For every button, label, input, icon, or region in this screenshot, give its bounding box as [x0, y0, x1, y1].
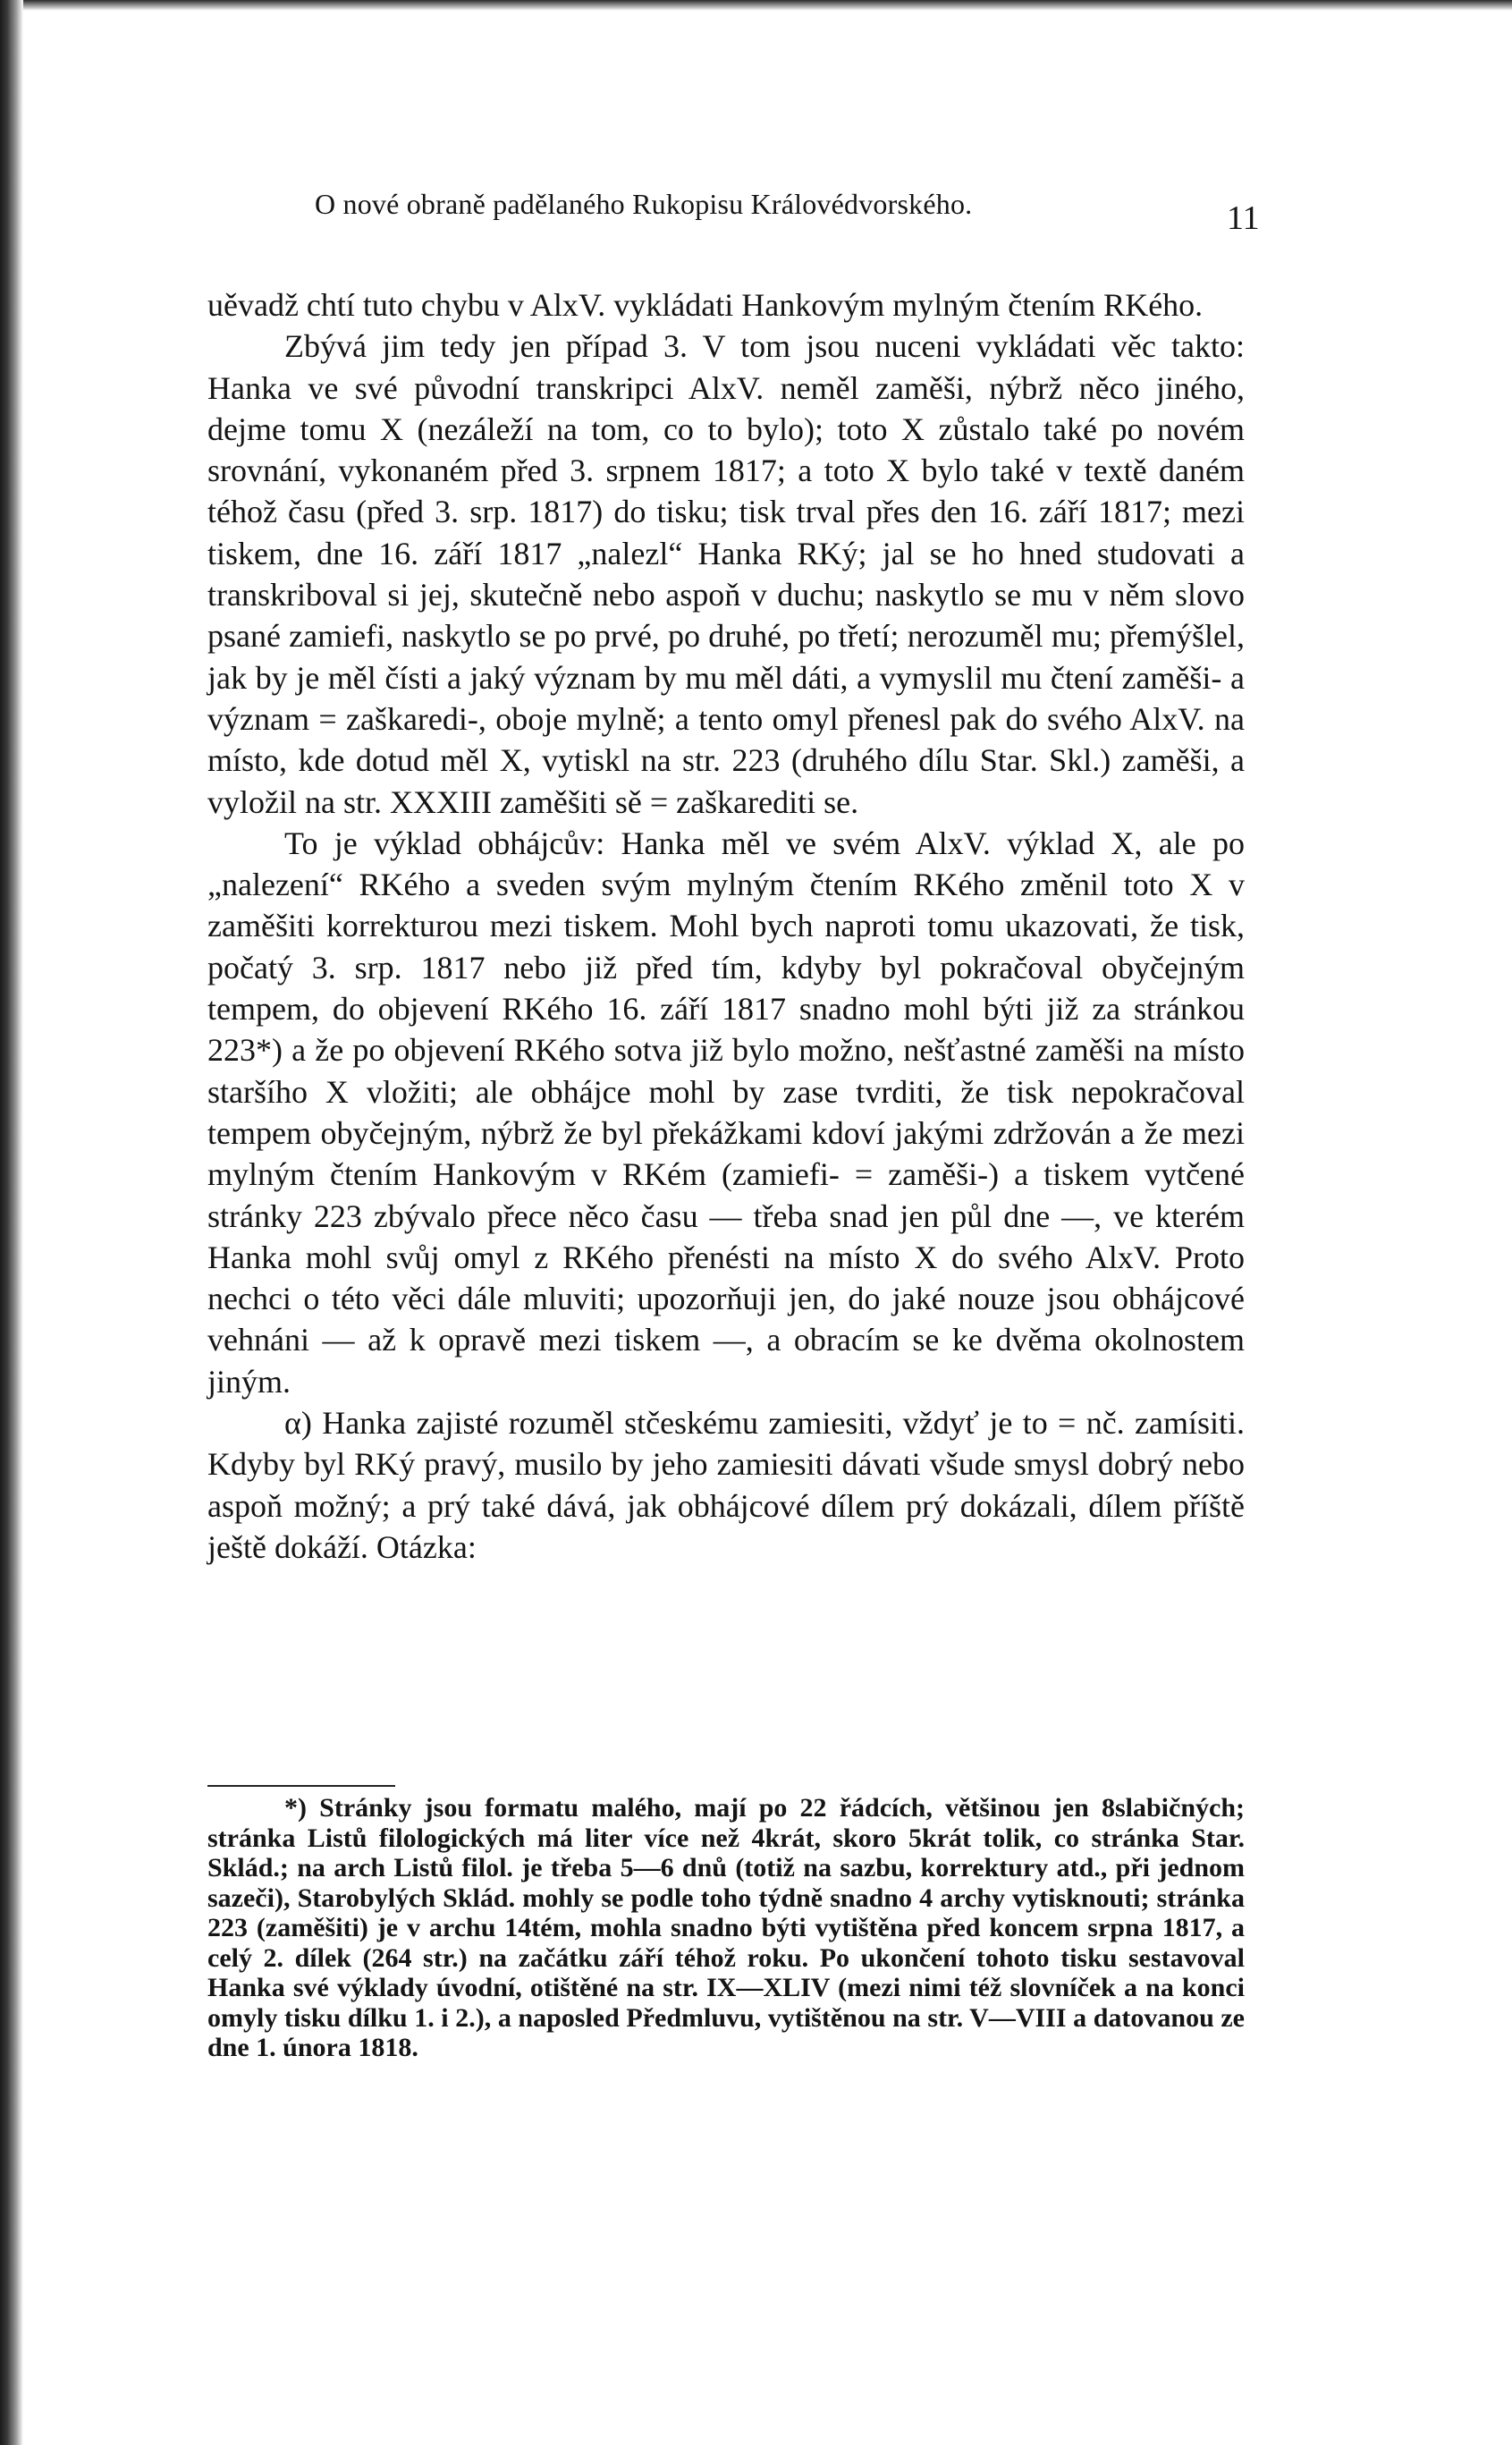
scan-binding-shadow — [0, 0, 23, 2445]
footnote — [207, 1793, 1245, 2063]
paragraph: Zbývá jim tedy jen případ 3. V tom jsou nuceni vykládati věc takto: Hanka ve své původní transkripci AlxV. neměl zaměši, nýbrž něco jiného, dejme tomu X (nezáleží na tom, co to bylo); toto X zůstalo také po novém srovnání, vykonaném před 3. srpnem 1817; a toto X bylo také v textě daném téhož času (před 3. srp. 1817) do tisku; tisk trval přes den 16. září 1817; mezi tiskem, dne 16. září 1817 „nalezl“ Hanka RKý; jal se ho hned studovati a transkriboval si jej, skutečně nebo aspoň v duchu; naskytlo se mu v něm slovo psané zamiefi, naskytlo se po prvé, po druhé, po třetí; nerozuměl mu; přemýšlel, jak by je měl čísti a jaký význam by mu měl dáti, a vymyslil mu čtení zaměši- a význam = zaškaredi-, oboje mylně; a tento omyl přenesl pak do svého AlxV. na místo, kde dotud měl X, vytiskl na str. 223 (druhého dílu Star. Skl.) zaměši, a vyložil na str. XXXIII zaměšiti sě = zaškarediti se. — [207, 328, 1245, 820]
footnote-separator — [207, 1785, 395, 1787]
paragraph: To je výklad obhájcův: Hanka měl ve svém AlxV. výklad X, ale po „nalezení“ RKého a sveden svým mylným čtením RKého změnil toto X v zaměšiti korrekturou mezi tiskem. Mohl bych naproti tomu ukazovati, že tisk, počatý 3. srp. 1817 nebo již před tím, kdyby byl pokračoval obyčejným tempem, do objevení RKého 16. září 1817 snadno mohl býti již za stránkou 223*) a že po objevení RKého sotva již bylo možno, nešťastné zaměši na místo staršího X vložiti; ale obhájce mohl by zase tvrditi, že tisk nepokračoval tempem obyčejným, nýbrž že byl překážkami kdoví jakými zdržován a že mezi mylným čtením Hankovým v RKém (zamiefi- = zaměši-) a tiskem vytčené stránky 223 zbývalo přece něco času — třeba snad jen půl dne —, ve kterém Hanka mohl svůj omyl z RKého přenésti na místo X do svého AlxV. Proto nechci o této věci dále mluviti; upozorňuji jen, do jaké nouze jsou obhájcové vehnáni — až k opravě mezi tiskem —, a obracím se ke dvěma okolnostem jiným. — [207, 825, 1245, 1400]
main-text — [207, 284, 1245, 1568]
scan-top-shadow — [0, 0, 1512, 11]
page-number: 11 — [1227, 199, 1260, 237]
footnote-text: *) Stránky jsou formatu malého, mají po 22 řádcích, většinou jen 8slabičných; stránka Listů filologických má liter více než 4krát, skoro 5krát tolik, co stránka Star. Sklád.; na arch Listů filol. je třeba 5—6 dnů (totiž na sazbu, korrektury atd., při jednom sazeči), Starobylých Sklád. mohly se podle toho týdně snadno 4 archy vytisknouti; stránka 223 (zaměšiti) je v archu 14tém, mohla snadno býti vytištěna před koncem srpna 1817, a celý 2. dílek (264 str.) na začátku září téhož roku. Po ukončení tohoto tisku sestavoval Hanka své výklady úvodní, otištěné na str. IX—XLIV (mezi nimi též slovníček a na konci omyly tisku dílku 1. i 2.), a naposled Předmluvu, vytištěnou na str. V—VIII a datovanou ze dne 1. února 1818. — [207, 1793, 1245, 2062]
running-header: O nové obraně padělaného Rukopisu Královédvorského. — [315, 188, 973, 220]
paragraph: uěvadž chtí tuto chybu v AlxV. vykládati Hankovým mylným čtením RKého. — [207, 287, 1204, 323]
paragraph: α) Hanka zajisté rozuměl stčeskému zamiesiti, vždyť je to = nč. zamísiti. Kdyby byl RKý pravý, musilo by jeho zamiesiti dávati všude smysl dobrý nebo aspoň možný; a prý také dává, jak obhájcové dílem prý dokázali, dílem příště ještě dokáží. Otázka: — [207, 1405, 1245, 1565]
